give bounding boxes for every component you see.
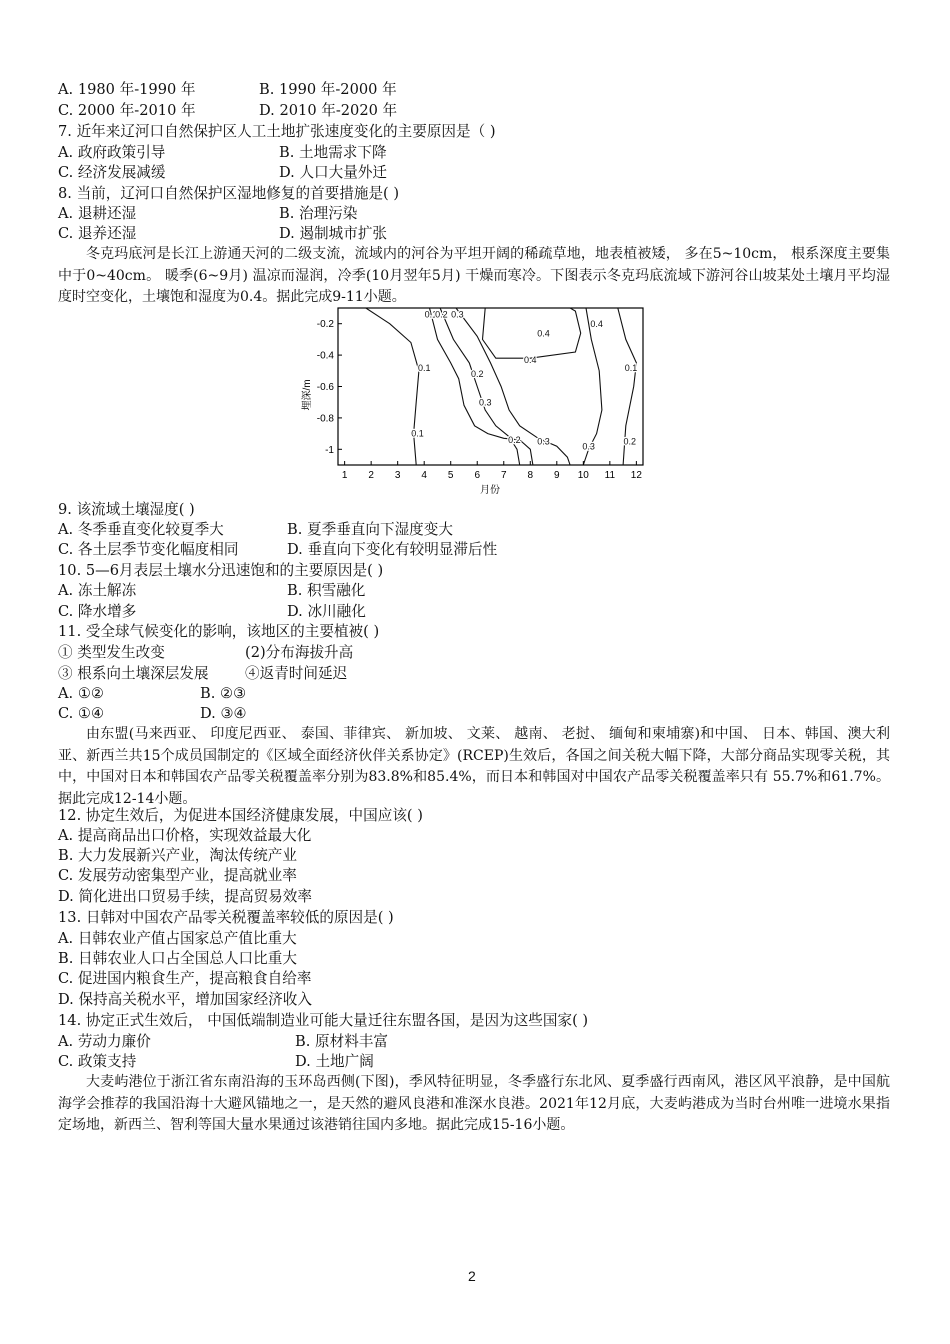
q9-option-d: D. 垂直向下变化有较明显滞后性 bbox=[287, 541, 498, 558]
y-tick-label: -0.8 bbox=[316, 413, 334, 425]
q14-option-c: C. 政策支持 bbox=[58, 1053, 137, 1070]
contour-label: 0.3 bbox=[537, 436, 550, 447]
x-tick-label: 8 bbox=[527, 470, 534, 481]
q8-option-a: A. 退耕还湿 bbox=[58, 205, 137, 222]
contour-label: 0.3 bbox=[451, 309, 464, 320]
x-tick-label: 6 bbox=[474, 470, 481, 481]
x-tick-label: 9 bbox=[554, 470, 560, 481]
q13-option-b: B. 日韩农业人口占全国总人口比重大 bbox=[58, 950, 297, 967]
q11-statement-3: ③ 根系向土壤深层发展 bbox=[58, 665, 209, 682]
passage-9-11: 冬克玛底河是长江上游通天河的二级支流，流域内的河谷为平坦开阔的稀疏草地，地表植被矮， 多在5~10cm， 根系深度主要集中于0~40cm。 暖季(6~9月) 温凉而湿润，冷季(10月翌年5月) 干燥而寒冷。下图表示冬克玛底流域下游河谷山坡某处土壤月平均湿度时空变化，土壤饱和湿度为0.4。据此完成9-11小题。 bbox=[58, 246, 890, 306]
contour-label: 0.1 bbox=[424, 309, 438, 320]
x-tick-label: 11 bbox=[604, 470, 616, 481]
passage-15-16: 大麦屿港位于浙江省东南沿海的玉环岛西侧(下图)，季风特征明显，冬季盛行东北风、夏季盛行西南风，港区风平浪静，是中国航海学会推荐的我国沿海十大避风锚地之一，是天然的避风良港和准深水良港。2021年12月底，大麦屿港成为当时台州唯一进境水果指定场地，新西兰、智利等国大量水果通过该港销往国内多地。据此完成15-16小题。 bbox=[58, 1074, 890, 1134]
contour-label: 0.4 bbox=[590, 318, 603, 329]
x-tick-label: 7 bbox=[500, 470, 507, 481]
contour-label: 0.2 bbox=[435, 309, 448, 320]
q11-option-d: D. ③④ bbox=[200, 705, 247, 722]
q7-stem: 7. 近年来辽河口自然保护区人工土地扩张速度变化的主要原因是（ ) bbox=[58, 123, 496, 140]
q12-stem: 12. 协定生效后，为促进本国经济健康发展，中国应该( ) bbox=[58, 807, 423, 824]
q11-statement-4: ④返青时间延迟 bbox=[245, 665, 348, 682]
q8-stem: 8. 当前，辽河口自然保护区湿地修复的首要措施是( ) bbox=[58, 185, 400, 202]
x-tick-label: 10 bbox=[577, 470, 589, 481]
q12-option-d: D. 简化进出口贸易手续，提高贸易效率 bbox=[58, 888, 312, 905]
x-tick-label: 3 bbox=[394, 470, 401, 481]
contour-label: 0.2 bbox=[623, 436, 636, 447]
page-number: 2 bbox=[468, 1268, 476, 1284]
q13-option-d: D. 保持高关税水平，增加国家经济收入 bbox=[58, 991, 312, 1008]
q14-option-d: D. 土地广阔 bbox=[295, 1053, 374, 1070]
contour-line-1 bbox=[366, 308, 419, 465]
q6-option-a: A. 1980 年-1990 年 bbox=[58, 81, 196, 98]
q13-option-c: C. 促进国内粮食生产，提高粮食自给率 bbox=[58, 970, 312, 987]
q6-option-d: D. 2010 年-2020 年 bbox=[259, 102, 398, 119]
q14-stem: 14. 协定正式生效后， 中国低端制造业可能大量迁往东盟各国，是因为这些国家( ) bbox=[58, 1012, 589, 1029]
contour-label: 0.4 bbox=[537, 328, 550, 339]
y-tick-label: -0.2 bbox=[316, 319, 334, 331]
soil-moisture-contour-chart bbox=[290, 300, 670, 500]
q14-option-b: B. 原材料丰富 bbox=[295, 1033, 388, 1050]
x-tick-label: 1 bbox=[341, 470, 348, 481]
q9-option-c: C. 各土层季节变化幅度相同 bbox=[58, 541, 239, 558]
y-tick-label: -0.4 bbox=[316, 350, 334, 362]
q6-option-c: C. 2000 年-2010 年 bbox=[58, 102, 196, 119]
q8-option-c: C. 退养还湿 bbox=[58, 225, 137, 242]
contour-label: 0.1 bbox=[411, 428, 424, 439]
q11-stem: 11. 受全球气候变化的影响，该地区的主要植被( ) bbox=[58, 623, 380, 640]
q10-option-b: B. 积雪融化 bbox=[287, 582, 366, 599]
x-tick-label: 5 bbox=[447, 470, 454, 481]
y-tick-label: -0.6 bbox=[316, 382, 334, 393]
q8-option-d: D. 遏制城市扩张 bbox=[279, 225, 388, 242]
contour-label: 0.3 bbox=[478, 397, 492, 408]
contour-label: 0.4 bbox=[524, 354, 537, 365]
q7-option-b: B. 土地需求下降 bbox=[279, 144, 387, 161]
q11-statement-2: (2)分布海拔升高 bbox=[245, 644, 354, 661]
contour-line-4 bbox=[483, 308, 581, 358]
y-axis-label: 埋深/m bbox=[302, 379, 313, 411]
q7-option-a: A. 政府政策引导 bbox=[58, 144, 166, 161]
q10-option-d: D. 冰川融化 bbox=[287, 603, 366, 620]
contour-label: 0.2 bbox=[508, 435, 521, 446]
passage-12-14: 由东盟(马来西亚、 印度尼西亚、 泰国、菲律宾、 新加坡、 文莱、 越南、 老挝、 缅甸和柬埔寨)和中国、 日本、韩国、澳大利亚、新西兰共15个成员国制定的《区域全面经济伙伴关系协定》(RCEP)生效后，各国之间关税大幅下降，大部分商品实现零关税，其中，中国对日本和韩国农产品零关税覆盖率分别为83.8%和85.4%，而日本和韩国对中国农产品零关税覆盖率只有 55.7%和61.7%。据此完成12-14小题。 bbox=[58, 726, 890, 807]
q7-option-d: D. 人口大量外迁 bbox=[279, 164, 388, 181]
x-tick-label: 2 bbox=[368, 470, 374, 481]
q12-option-b: B. 大力发展新兴产业，淘汰传统产业 bbox=[58, 847, 297, 864]
contour-label: 0.1 bbox=[417, 362, 431, 373]
q14-option-a: A. 劳动力廉价 bbox=[58, 1033, 151, 1050]
q6-option-b: B. 1990 年-2000 年 bbox=[259, 81, 397, 98]
contour-label: 0.2 bbox=[470, 369, 484, 380]
q11-statement-1: ① 类型发生改变 bbox=[58, 644, 165, 661]
x-tick-label: 4 bbox=[421, 470, 427, 481]
q11-option-c: C. ①④ bbox=[58, 705, 105, 722]
q12-option-a: A. 提高商品出口价格，实现效益最大化 bbox=[58, 827, 312, 844]
q11-option-b: B. ②③ bbox=[200, 685, 247, 702]
q9-option-a: A. 冬季垂直变化较夏季大 bbox=[58, 521, 224, 538]
q12-option-c: C. 发展劳动密集型产业，提高就业率 bbox=[58, 867, 297, 884]
contour-label: 0.1 bbox=[624, 362, 638, 373]
contour-label: 0.3 bbox=[582, 441, 595, 452]
q10-stem: 10. 5—6月表层土壤水分迅速饱和的主要原因是( ) bbox=[58, 562, 384, 579]
q9-option-b: B. 夏季垂直向下湿度变大 bbox=[287, 521, 453, 538]
q8-option-b: B. 治理污染 bbox=[279, 205, 358, 222]
y-tick-label: -1 bbox=[325, 444, 334, 456]
q9-stem: 9. 该流域土壤湿度( ) bbox=[58, 501, 195, 518]
x-tick-label: 12 bbox=[630, 470, 642, 481]
plot-frame bbox=[338, 308, 643, 465]
q13-option-a: A. 日韩农业产值占国家总产值比重大 bbox=[58, 930, 297, 947]
q10-option-c: C. 降水增多 bbox=[58, 603, 137, 620]
q11-option-a: A. ①② bbox=[58, 685, 104, 702]
q13-stem: 13. 日韩对中国农产品零关税覆盖率较低的原因是( ) bbox=[58, 909, 394, 926]
q10-option-a: A. 冻土解冻 bbox=[58, 582, 137, 599]
q7-option-c: C. 经济发展减缓 bbox=[58, 164, 166, 181]
x-axis-label: 月份 bbox=[480, 485, 500, 496]
